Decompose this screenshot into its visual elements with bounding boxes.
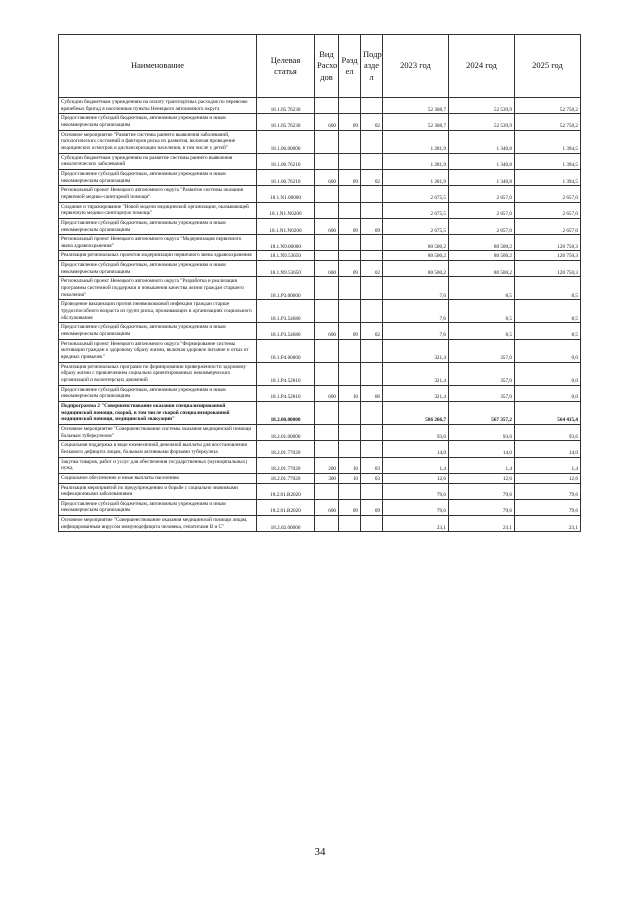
row-2024-cell: 2 657,0 bbox=[449, 202, 515, 218]
row-2024-cell: 23,1 bbox=[449, 516, 515, 532]
row-2025-cell: 1 394,5 bbox=[515, 169, 581, 185]
row-target-cell: 18.1.06.00000 bbox=[257, 130, 315, 153]
row-2025-cell: 120 750,3 bbox=[515, 261, 581, 277]
page-number: 34 bbox=[314, 846, 326, 858]
table-row bbox=[59, 218, 581, 234]
table-row bbox=[59, 235, 581, 251]
row-target-cell: 18.2.01.77020 bbox=[257, 473, 315, 483]
table-row bbox=[59, 300, 581, 323]
row-name-cell: Субсидии бюджетным учреждениям на оплату транспортных расходов по перевозке врачебных бригад в населенные пункты Ненецкого автономного округа bbox=[59, 98, 257, 114]
row-2025-cell: 8,5 bbox=[515, 277, 581, 300]
row-section-cell bbox=[339, 202, 361, 218]
row-target-cell: 18.1.P4.52810 bbox=[257, 362, 315, 385]
row-subsection-cell bbox=[361, 362, 383, 385]
row-name-cell: Субсидии бюджетным учреждениям на развитие системы раннего выявления онкологических заболеваний bbox=[59, 153, 257, 169]
row-2024-cell: 8,5 bbox=[449, 277, 515, 300]
table-row bbox=[59, 385, 581, 401]
row-target-cell: 18.1.N1.N0200 bbox=[257, 202, 315, 218]
header-section: Разд ел bbox=[339, 35, 361, 98]
row-2024-cell: 80 500,2 bbox=[449, 235, 515, 251]
row-2025-cell: 79,6 bbox=[515, 483, 581, 499]
table-row bbox=[59, 483, 581, 499]
row-target-cell: 18.1.N1.N0200 bbox=[257, 218, 315, 234]
row-target-cell: 18.1.P3.54680 bbox=[257, 300, 315, 323]
row-expense-type-cell bbox=[315, 251, 339, 261]
row-subsection-cell bbox=[361, 98, 383, 114]
table-row bbox=[59, 473, 581, 483]
row-section-cell bbox=[339, 441, 361, 457]
table-row bbox=[59, 457, 581, 473]
row-2025-cell: 2 657,0 bbox=[515, 202, 581, 218]
table-row bbox=[59, 186, 581, 202]
row-target-cell: 18.1.N9.00000 bbox=[257, 235, 315, 251]
row-2023-cell: 79,6 bbox=[383, 499, 449, 515]
row-target-cell: 18.1.06.76210 bbox=[257, 153, 315, 169]
table-row bbox=[59, 323, 581, 339]
row-2023-cell: 23,1 bbox=[383, 516, 449, 532]
row-section-cell bbox=[339, 300, 361, 323]
row-target-cell: 18.1.06.76210 bbox=[257, 169, 315, 185]
row-expense-type-cell: 600 bbox=[315, 385, 339, 401]
row-section-cell: 09 bbox=[339, 323, 361, 339]
row-expense-type-cell: 200 bbox=[315, 457, 339, 473]
row-2025-cell: 0,0 bbox=[515, 339, 581, 362]
row-expense-type-cell bbox=[315, 483, 339, 499]
row-2025-cell: 2 657,0 bbox=[515, 186, 581, 202]
row-subsection-cell: 02 bbox=[361, 323, 383, 339]
row-section-cell: 09 bbox=[339, 114, 361, 130]
row-expense-type-cell: 600 bbox=[315, 114, 339, 130]
row-2023-cell: 7,6 bbox=[383, 277, 449, 300]
row-target-cell: 18.1.05.76230 bbox=[257, 114, 315, 130]
row-name-cell: Закупка товаров, работ и услуг для обеспечения государственных (муниципальных) нужд bbox=[59, 457, 257, 473]
row-2024-cell: 79,6 bbox=[449, 483, 515, 499]
row-name-cell: Предоставление субсидий бюджетным, автономным учреждениям и иным некоммерческим организациям bbox=[59, 218, 257, 234]
row-2024-cell: 1 340,8 bbox=[449, 169, 515, 185]
row-section-cell bbox=[339, 483, 361, 499]
row-name-cell: Предоставление субсидий бюджетным, автономным учреждениям и иным некоммерческим организациям bbox=[59, 499, 257, 515]
row-expense-type-cell bbox=[315, 186, 339, 202]
table-row bbox=[59, 424, 581, 440]
table-row bbox=[59, 114, 581, 130]
row-subsection-cell: 02 bbox=[361, 114, 383, 130]
row-expense-type-cell: 600 bbox=[315, 218, 339, 234]
row-2023-cell: 321,4 bbox=[383, 339, 449, 362]
row-section-cell bbox=[339, 516, 361, 532]
row-target-cell: 18.1.P4.52810 bbox=[257, 385, 315, 401]
row-target-cell: 18.2.01.R2020 bbox=[257, 483, 315, 499]
row-expense-type-cell: 600 bbox=[315, 261, 339, 277]
row-subsection-cell: 02 bbox=[361, 169, 383, 185]
row-2024-cell: 14,0 bbox=[449, 441, 515, 457]
table-row bbox=[59, 202, 581, 218]
row-subsection-cell bbox=[361, 251, 383, 261]
row-expense-type-cell bbox=[315, 424, 339, 440]
row-target-cell: 18.2.01.77020 bbox=[257, 457, 315, 473]
row-2025-cell: 2 657,0 bbox=[515, 218, 581, 234]
row-name-cell: Региональный проект Ненецкого автономного округа "Разработка и реализация программы системной поддержки и повышения качества жизни граждан старшего поколения" bbox=[59, 277, 257, 300]
row-expense-type-cell: 600 bbox=[315, 169, 339, 185]
row-2024-cell: 1,4 bbox=[449, 457, 515, 473]
row-2023-cell: 79,6 bbox=[383, 483, 449, 499]
row-target-cell: 18.1.N1.00000 bbox=[257, 186, 315, 202]
table-row bbox=[59, 261, 581, 277]
row-2025-cell: 120 750,3 bbox=[515, 235, 581, 251]
header-2025: 2025 год bbox=[515, 35, 581, 98]
row-subsection-cell bbox=[361, 186, 383, 202]
table-row bbox=[59, 516, 581, 532]
row-2023-cell: 93,6 bbox=[383, 424, 449, 440]
row-subsection-cell: 03 bbox=[361, 457, 383, 473]
row-subsection-cell bbox=[361, 130, 383, 153]
row-section-cell bbox=[339, 401, 361, 424]
row-2025-cell: 52 750,2 bbox=[515, 98, 581, 114]
row-name-cell: Предоставление субсидий бюджетным, автономным учреждениям и иным некоммерческим организациям bbox=[59, 114, 257, 130]
row-section-cell bbox=[339, 362, 361, 385]
row-name-cell: Проведение вакцинации против пневмококковой инфекции граждан старше трудоспособного возраста из групп риска, проживающих в организациях социального обслуживания bbox=[59, 300, 257, 323]
row-expense-type-cell bbox=[315, 130, 339, 153]
row-2025-cell: 79,6 bbox=[515, 499, 581, 515]
row-2024-cell: 357,0 bbox=[449, 385, 515, 401]
row-target-cell: 18.2.02.00000 bbox=[257, 516, 315, 532]
row-target-cell: 18.1.05.76230 bbox=[257, 98, 315, 114]
row-name-cell: Региональный проект Ненецкого автономного округа "Развитие системы оказания первичной медико-санитарной помощи" bbox=[59, 186, 257, 202]
row-2023-cell: 80 500,2 bbox=[383, 235, 449, 251]
table-row bbox=[59, 153, 581, 169]
row-target-cell: 18.2.00.00000 bbox=[257, 401, 315, 424]
header-2024: 2024 год bbox=[449, 35, 515, 98]
row-2025-cell: 120 750,3 bbox=[515, 251, 581, 261]
header-subsection: Подр азде л bbox=[361, 35, 383, 98]
row-target-cell: 18.1.N9.53650 bbox=[257, 251, 315, 261]
row-2023-cell: 2 675,5 bbox=[383, 202, 449, 218]
row-section-cell: 09 bbox=[339, 169, 361, 185]
row-2024-cell: 93,6 bbox=[449, 424, 515, 440]
row-section-cell: 09 bbox=[339, 218, 361, 234]
row-target-cell: 18.1.N9.53650 bbox=[257, 261, 315, 277]
table-row bbox=[59, 441, 581, 457]
row-2023-cell: 1 281,9 bbox=[383, 130, 449, 153]
row-2023-cell: 586 266,7 bbox=[383, 401, 449, 424]
row-target-cell: 18.2.01.00000 bbox=[257, 424, 315, 440]
row-2025-cell: 23,1 bbox=[515, 516, 581, 532]
row-expense-type-cell bbox=[315, 362, 339, 385]
row-expense-type-cell: 300 bbox=[315, 473, 339, 483]
row-name-cell: Основное мероприятие "Совершенствование системы оказания медицинской помощи больным туберкулезом" bbox=[59, 424, 257, 440]
row-expense-type-cell bbox=[315, 516, 339, 532]
row-name-cell: Социальное обеспечение и иные выплаты населению bbox=[59, 473, 257, 483]
row-2023-cell: 1,4 bbox=[383, 457, 449, 473]
row-subsection-cell bbox=[361, 339, 383, 362]
table-row bbox=[59, 251, 581, 261]
row-subsection-cell bbox=[361, 202, 383, 218]
row-expense-type-cell bbox=[315, 98, 339, 114]
row-name-cell: Реализация региональных программ по формированию приверженности здоровому образу жизни с привлечением социально ориентированных некоммерческих организаций и волонтерских движений bbox=[59, 362, 257, 385]
row-2023-cell: 14,0 bbox=[383, 441, 449, 457]
row-2024-cell: 8,5 bbox=[449, 323, 515, 339]
row-target-cell: 18.1.P4.00000 bbox=[257, 339, 315, 362]
row-subsection-cell bbox=[361, 277, 383, 300]
row-section-cell bbox=[339, 98, 361, 114]
row-section-cell: 10 bbox=[339, 473, 361, 483]
row-2024-cell: 12,6 bbox=[449, 473, 515, 483]
row-expense-type-cell: 600 bbox=[315, 323, 339, 339]
row-subsection-cell bbox=[361, 424, 383, 440]
row-2023-cell: 52 308,7 bbox=[383, 98, 449, 114]
row-2025-cell: 8,5 bbox=[515, 300, 581, 323]
row-section-cell bbox=[339, 424, 361, 440]
row-section-cell: 09 bbox=[339, 499, 361, 515]
row-target-cell: 18.1.P3.00000 bbox=[257, 277, 315, 300]
row-name-cell: Региональный проект Ненецкого автономного округа "Формирование системы мотивации граждан к здоровому образу жизни, включая здоровое питание и отказ от вредных привычек" bbox=[59, 339, 257, 362]
row-2023-cell: 80 500,2 bbox=[383, 261, 449, 277]
row-target-cell: 18.2.01.R2020 bbox=[257, 499, 315, 515]
row-subsection-cell: 06 bbox=[361, 385, 383, 401]
header-row bbox=[59, 35, 581, 98]
row-2025-cell: 1,4 bbox=[515, 457, 581, 473]
row-name-cell: Социальная поддержка в виде ежемесячной денежной выплаты для восстановления белкового дефицита лицам, больным активными формами туберкулеза bbox=[59, 441, 257, 457]
row-2024-cell: 2 657,0 bbox=[449, 218, 515, 234]
row-expense-type-cell bbox=[315, 339, 339, 362]
header-2023: 2023 год bbox=[383, 35, 449, 98]
row-expense-type-cell bbox=[315, 235, 339, 251]
row-section-cell bbox=[339, 153, 361, 169]
row-2025-cell: 52 750,2 bbox=[515, 114, 581, 130]
row-2024-cell: 79,6 bbox=[449, 499, 515, 515]
row-expense-type-cell bbox=[315, 300, 339, 323]
row-target-cell: 18.1.P3.54680 bbox=[257, 323, 315, 339]
row-name-cell: Предоставление субсидий бюджетным, автономным учреждениям и иным некоммерческим организациям bbox=[59, 385, 257, 401]
row-name-cell: Основное мероприятие "Развитие системы раннего выявления заболеваний, патологических состояний и факторов риска их развития, включая проведение медицинских осмотров и диспансеризации населения, в том числе у детей" bbox=[59, 130, 257, 153]
row-2025-cell: 1 394,5 bbox=[515, 130, 581, 153]
table-row bbox=[59, 362, 581, 385]
row-2024-cell: 52 539,9 bbox=[449, 114, 515, 130]
row-2023-cell: 7,6 bbox=[383, 300, 449, 323]
row-name-cell: Подпрограмма 2 "Совершенствование оказания специализированной медицинской помощи, скорой, в том числе скорой специализированной медицинской помощи, медицинской эвакуации" bbox=[59, 401, 257, 424]
row-expense-type-cell bbox=[315, 441, 339, 457]
row-subsection-cell bbox=[361, 153, 383, 169]
row-subsection-cell bbox=[361, 235, 383, 251]
row-subsection-cell bbox=[361, 483, 383, 499]
row-2023-cell: 2 675,5 bbox=[383, 186, 449, 202]
budget-table bbox=[58, 34, 581, 532]
row-2024-cell: 1 340,8 bbox=[449, 130, 515, 153]
row-subsection-cell bbox=[361, 401, 383, 424]
row-2025-cell: 0,0 bbox=[515, 362, 581, 385]
row-2025-cell: 1 394,5 bbox=[515, 153, 581, 169]
row-2023-cell: 7,6 bbox=[383, 323, 449, 339]
row-2023-cell: 321,4 bbox=[383, 362, 449, 385]
table-row bbox=[59, 277, 581, 300]
row-name-cell: Предоставление субсидий бюджетным, автономным учреждениям и иным некоммерческим организациям bbox=[59, 169, 257, 185]
row-2023-cell: 1 281,9 bbox=[383, 153, 449, 169]
row-expense-type-cell bbox=[315, 277, 339, 300]
row-name-cell: Создание и тиражирование "Новой модели медицинской организации, оказывающей первичную медико-санитарную помощь" bbox=[59, 202, 257, 218]
row-subsection-cell: 02 bbox=[361, 261, 383, 277]
row-section-cell bbox=[339, 277, 361, 300]
row-2025-cell: 8,5 bbox=[515, 323, 581, 339]
row-subsection-cell: 09 bbox=[361, 499, 383, 515]
row-2023-cell: 12,6 bbox=[383, 473, 449, 483]
row-2023-cell: 2 675,5 bbox=[383, 218, 449, 234]
table-row bbox=[59, 98, 581, 114]
row-2023-cell: 321,4 bbox=[383, 385, 449, 401]
row-section-cell bbox=[339, 235, 361, 251]
row-section-cell bbox=[339, 339, 361, 362]
row-2024-cell: 567 357,2 bbox=[449, 401, 515, 424]
row-2024-cell: 52 539,9 bbox=[449, 98, 515, 114]
row-section-cell: 10 bbox=[339, 457, 361, 473]
row-2024-cell: 80 500,2 bbox=[449, 251, 515, 261]
row-subsection-cell: 03 bbox=[361, 473, 383, 483]
header-target: Целевая статья bbox=[257, 35, 315, 98]
table-row bbox=[59, 169, 581, 185]
row-2023-cell: 80 500,2 bbox=[383, 251, 449, 261]
row-2024-cell: 8,5 bbox=[449, 300, 515, 323]
table-row bbox=[59, 401, 581, 424]
table-row bbox=[59, 499, 581, 515]
row-name-cell: Предоставление субсидий бюджетным, автономным учреждениям и иным некоммерческим организациям bbox=[59, 261, 257, 277]
row-section-cell: 10 bbox=[339, 385, 361, 401]
row-2025-cell: 14,0 bbox=[515, 441, 581, 457]
row-2023-cell: 52 308,7 bbox=[383, 114, 449, 130]
row-2024-cell: 1 340,8 bbox=[449, 153, 515, 169]
header-expense-type: Вид Расхо дов bbox=[315, 35, 339, 98]
table-row bbox=[59, 130, 581, 153]
row-2025-cell: 93,6 bbox=[515, 424, 581, 440]
row-expense-type-cell: 600 bbox=[315, 499, 339, 515]
table-row bbox=[59, 339, 581, 362]
row-name-cell: Предоставление субсидий бюджетным, автономным учреждениям и иным некоммерческим организациям bbox=[59, 323, 257, 339]
row-expense-type-cell bbox=[315, 202, 339, 218]
row-section-cell bbox=[339, 251, 361, 261]
row-expense-type-cell bbox=[315, 401, 339, 424]
row-section-cell: 09 bbox=[339, 261, 361, 277]
row-name-cell: Основное мероприятие "Совершенствование оказания медицинской помощи лицам, инфицированным вирусом иммунодефицита человека, гепатитами В и С" bbox=[59, 516, 257, 532]
row-subsection-cell bbox=[361, 441, 383, 457]
row-2024-cell: 357,0 bbox=[449, 339, 515, 362]
row-2025-cell: 564 415,4 bbox=[515, 401, 581, 424]
row-2025-cell: 12,6 bbox=[515, 473, 581, 483]
row-2023-cell: 1 281,9 bbox=[383, 169, 449, 185]
table-body bbox=[59, 98, 581, 532]
row-2024-cell: 80 500,2 bbox=[449, 261, 515, 277]
header-name: Наименование bbox=[59, 35, 257, 98]
row-subsection-cell bbox=[361, 300, 383, 323]
row-2024-cell: 2 657,0 bbox=[449, 186, 515, 202]
row-section-cell bbox=[339, 186, 361, 202]
row-2025-cell: 0,0 bbox=[515, 385, 581, 401]
row-target-cell: 18.2.01.77020 bbox=[257, 441, 315, 457]
row-subsection-cell: 09 bbox=[361, 218, 383, 234]
row-name-cell: Реализация региональных проектов модернизации первичного звена здравоохранения bbox=[59, 251, 257, 261]
row-name-cell: Реализация мероприятий по предупреждению и борьбе с социально значимыми инфекционными заболеваниями bbox=[59, 483, 257, 499]
row-name-cell: Региональный проект Ненецкого автономного округа "Модернизация первичного звена здравоохранения" bbox=[59, 235, 257, 251]
row-section-cell bbox=[339, 130, 361, 153]
row-expense-type-cell bbox=[315, 153, 339, 169]
row-subsection-cell bbox=[361, 516, 383, 532]
row-2024-cell: 357,0 bbox=[449, 362, 515, 385]
